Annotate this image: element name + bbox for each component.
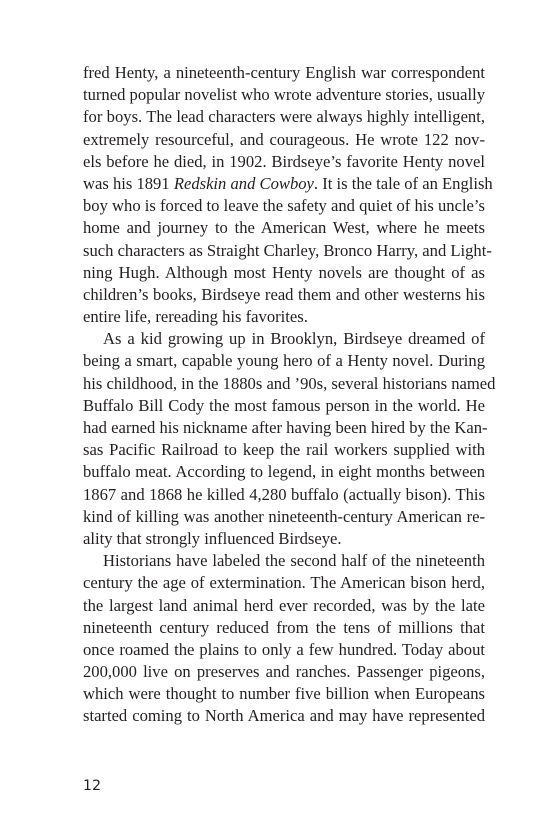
text-line xyxy=(83,506,485,528)
text-line xyxy=(83,195,485,217)
text-line xyxy=(83,151,485,173)
text-line xyxy=(83,284,485,306)
text-segment: extremely resourceful, and courageous. He wrote 122 nov- xyxy=(83,129,485,149)
text-line xyxy=(83,661,485,683)
text-segment: . It is the tale of an English xyxy=(313,173,493,193)
text-segment: once roamed the plains to only a few hundred. Today about xyxy=(83,639,485,659)
text-line xyxy=(83,62,485,84)
text-segment: being a smart, capable young hero of a Henty novel. During xyxy=(83,351,485,371)
page-number: 12 xyxy=(83,778,102,794)
text-segment: As a kid growing up in Brooklyn, Birdseye dreamed of xyxy=(103,329,485,349)
text-segment: entire life, rereading his favorites. xyxy=(83,307,308,327)
text-line xyxy=(83,395,485,417)
text-line xyxy=(83,173,493,195)
text-line xyxy=(83,417,488,439)
text-segment: els before he died, in 1902. Birdseye’s favorite Henty novel xyxy=(83,151,485,171)
text-segment: such characters as Straight Charley, Bronco Harry, and Light- xyxy=(83,240,492,260)
text-segment: had earned his nickname after having been hired by the Kan- xyxy=(83,418,488,437)
text-line xyxy=(83,84,485,106)
text-line xyxy=(83,572,485,594)
text-segment: started coming to North America and may have represented xyxy=(83,706,485,726)
text-line xyxy=(83,373,496,395)
text-segment: 200,000 live on preserves and ranches. Passenger pigeons, xyxy=(83,662,485,682)
text-segment: home and journey to the American West, where he meets xyxy=(83,218,485,238)
text-segment: nineteenth century reduced from the tens of millions that xyxy=(83,617,485,637)
book-title-italic: Redskin and Cowboy xyxy=(173,173,314,193)
text-segment: buffalo meat. According to legend, in eight months between xyxy=(83,462,485,482)
text-line xyxy=(83,129,485,151)
text-line xyxy=(83,595,485,617)
text-line xyxy=(83,639,485,661)
text-line xyxy=(83,528,485,550)
text-line xyxy=(83,306,485,328)
text-segment: which were thought to number five billion when Europeans xyxy=(83,684,485,704)
text-segment: the largest land animal herd ever recorded, was by the late xyxy=(83,595,485,615)
text-line xyxy=(83,106,485,128)
text-segment: his childhood, in the 1880s and ’90s, several historians named xyxy=(83,373,496,393)
text-line xyxy=(83,484,485,506)
text-segment: for boys. The lead characters were always highly intelligent, xyxy=(83,107,485,127)
text-segment: ality that strongly influenced Birdseye. xyxy=(83,528,342,548)
text-segment: kind of killing was another nineteenth-century American re- xyxy=(83,506,485,526)
text-line xyxy=(83,217,485,239)
text-segment: Buffalo Bill Cody the most famous person in the world. He xyxy=(83,395,485,415)
text-segment: fred Henty, a nineteenth-century English war correspondent xyxy=(83,63,485,82)
text-line xyxy=(83,683,485,705)
text-segment: was his 1891 xyxy=(83,173,174,193)
text-segment: sas Pacific Railroad to keep the rail workers supplied with xyxy=(83,440,485,460)
text-line xyxy=(83,550,485,572)
text-line xyxy=(83,262,485,284)
text-line xyxy=(83,439,485,461)
body-text xyxy=(83,62,496,728)
text-segment: century the age of extermination. The American bison herd, xyxy=(83,573,485,593)
text-line xyxy=(83,705,485,727)
text-line xyxy=(83,461,485,483)
text-segment: Historians have labeled the second half of the nineteenth xyxy=(103,551,485,571)
text-segment: 1867 and 1868 he killed 4,280 buffalo (actually bison). This xyxy=(83,484,485,504)
text-line xyxy=(83,240,492,262)
text-line xyxy=(83,350,485,372)
text-line xyxy=(83,617,485,639)
text-segment: turned popular novelist who wrote adventure stories, usually xyxy=(83,85,485,105)
text-segment: boy who is forced to leave the safety and quiet of his uncle’s xyxy=(83,196,485,216)
text-segment: children’s books, Birdseye read them and other westerns his xyxy=(83,284,485,304)
text-line xyxy=(83,328,485,350)
text-segment: ning Hugh. Although most Henty novels are thought of as xyxy=(83,262,485,282)
